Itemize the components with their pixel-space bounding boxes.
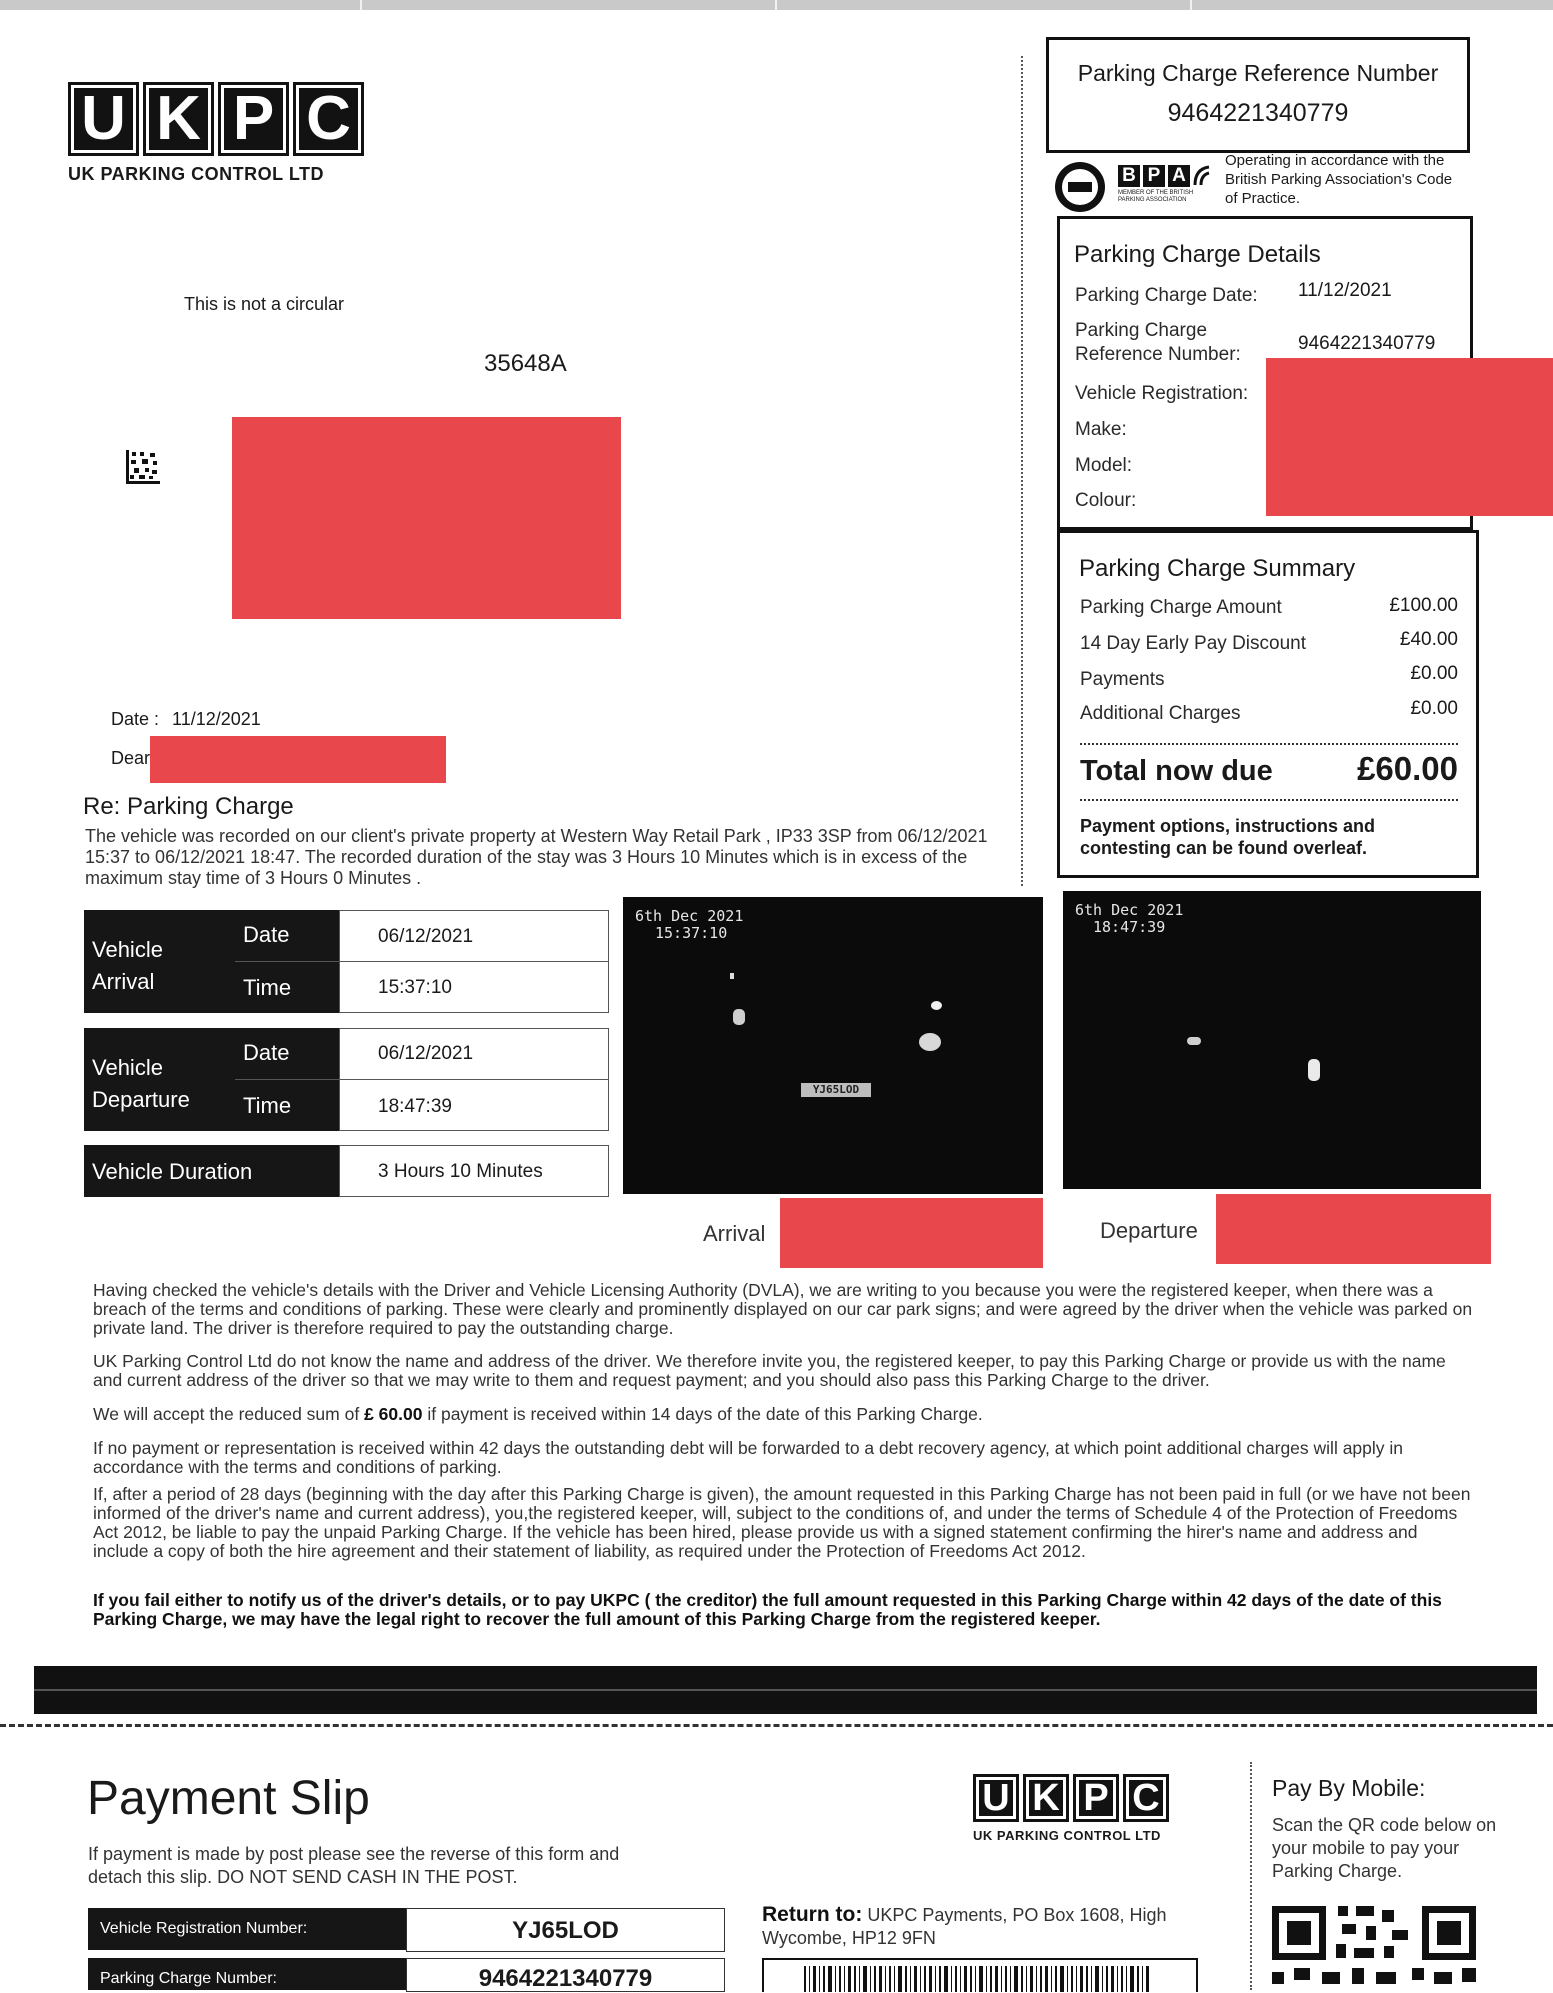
logo-letter: C — [1123, 1774, 1169, 1822]
time-label: Time — [243, 975, 292, 1000]
duration-value-cell — [339, 1145, 609, 1197]
column-divider — [1021, 56, 1023, 886]
summary-label: 14 Day Early Pay Discount — [1080, 633, 1306, 654]
bpa-member-note: MEMBER OF THE BRITISH PARKING ASSOCIATION — [1118, 190, 1194, 203]
summary-dotted-rule — [1080, 799, 1458, 801]
date-label: Date — [243, 1040, 290, 1065]
slip-reg-label: Vehicle Registration Number: — [100, 1920, 308, 1937]
total-due-label: Total now due — [1080, 755, 1273, 787]
letter-date-label: Date : — [111, 709, 160, 729]
postal-barcode-icon — [804, 1966, 1184, 1992]
logo-letter: P — [218, 82, 289, 156]
return-label: Return to: — [762, 1903, 863, 1926]
reduced-sum-text: We will accept the reduced sum of — [93, 1404, 360, 1424]
logo-letter: P — [1073, 1774, 1119, 1822]
charge-details-title: Parking Charge Details — [1074, 241, 1321, 268]
vehicle-duration-label: Vehicle Duration — [92, 1159, 253, 1184]
summary-label: Payments — [1080, 669, 1165, 690]
date-label: Date — [243, 922, 290, 947]
slip-reg-label-cell — [88, 1908, 406, 1950]
detail-label: Vehicle Registration: — [1075, 383, 1249, 404]
detail-value: 9464221340779 — [1298, 333, 1436, 354]
charge-summary-box — [1057, 530, 1479, 878]
letter-subject: Re: Parking Charge — [83, 793, 294, 820]
return-address-text: UKPC Payments, PO Box 1608, High Wycombe, HP12 9FN — [762, 1905, 1167, 1948]
slip-charge-label-cell — [88, 1958, 406, 1990]
total-due-value: £60.00 — [1357, 750, 1458, 787]
scan-top-edge — [0, 0, 1553, 10]
ukpc-logo-small — [973, 1774, 1169, 1843]
reduced-sum-text-end: if payment is received within 14 days of the date of this Parking Charge. — [427, 1404, 983, 1424]
logo-letter: U — [68, 82, 139, 156]
summary-value: £40.00 — [1399, 629, 1458, 650]
qr-code-icon[interactable] — [1272, 1906, 1484, 1990]
reduced-sum-paragraph — [93, 1405, 1473, 1424]
redacted-address — [232, 417, 621, 619]
arrival-plate: YJ65LOD — [801, 1083, 871, 1097]
letter-date-value: 11/12/2021 — [172, 709, 261, 729]
slip-divider — [1250, 1762, 1252, 1990]
bpa-letter: A — [1168, 165, 1190, 187]
summary-value: £100.00 — [1389, 595, 1458, 616]
departure-time-cell — [339, 1079, 609, 1131]
vehicle-arrival-cell — [84, 910, 235, 1013]
logo-letter: K — [1023, 1774, 1069, 1822]
arrival-camera-image — [623, 897, 1043, 1194]
departure-time-value: 18:47:39 — [378, 1096, 452, 1117]
arrival-date-value: 06/12/2021 — [378, 926, 474, 947]
departure-date-cell — [339, 1028, 609, 1080]
summary-dotted-rule — [1080, 743, 1458, 745]
ukpc-logo — [68, 82, 364, 185]
body-paragraph: If no payment or representation is received within 42 days the outstanding debt will be forwarded to a debt recovery agency, at which point additional charges will apply in accordance with the terms and conditions of parking. — [93, 1438, 1404, 1477]
body-paragraph: Having checked the vehicle's details with the Driver and Vehicle Licensing Authority (DVLA), we are writing to you because you were the registered keeper, when there was a breach of the terms and conditions of parking. These were clearly and prominently displayed on our car park signs; and were agreed by the driver when the vehicle was parked on private land. The driver is therefore required to pay the outstanding charge. — [93, 1280, 1473, 1338]
arrival-time-value: 15:37:10 — [378, 977, 452, 998]
reference-box-number: 9464221340779 — [1167, 99, 1349, 127]
slip-reg-value-cell — [406, 1908, 725, 1952]
slip-reg-value: YJ65LOD — [512, 1917, 619, 1944]
duration-value: 3 Hours 10 Minutes — [378, 1161, 543, 1182]
detail-label: Colour: — [1075, 490, 1137, 511]
bpa-letter: P — [1143, 165, 1165, 187]
cut-line — [0, 1724, 1553, 1727]
time-label: Time — [243, 1093, 292, 1118]
summary-value: £0.00 — [1410, 663, 1458, 684]
pay-by-mobile-title: Pay By Mobile: — [1272, 1775, 1426, 1801]
letter-reference-code: 35648A — [484, 350, 567, 377]
body-paragraph: UK Parking Control Ltd do not know the name and address of the driver. We therefore invite you, the registered keeper, to pay this Parking Charge or provide us with the name and current address of the driver so that we may write to them and request payment; and you should also pass this Parking Charge to the driver. — [93, 1351, 1446, 1390]
slip-charge-label: Parking Charge Number: — [100, 1970, 277, 1987]
departure-camera-date: 6th Dec 2021 — [1075, 901, 1184, 919]
letter-intro: The vehicle was recorded on our client's private property at Western Way Retail Park , IP33 3SP from 06/12/2021 15:37 to 06/12/2021 18:47. The recorded duration of the stay was 3 Hours 10 Minutes which is in excess of the maximum stay time of 3 Hours 0 Minutes . — [85, 826, 988, 888]
reference-box-title: Parking Charge Reference Number — [1077, 60, 1439, 86]
redacted-name — [150, 736, 446, 783]
summary-title: Parking Charge Summary — [1079, 555, 1356, 582]
detail-label: Parking Charge Reference Number: — [1075, 320, 1241, 365]
logo-letter: C — [293, 82, 364, 156]
logo-caption: UK PARKING CONTROL LTD — [973, 1828, 1161, 1843]
departure-date-value: 06/12/2021 — [378, 1043, 474, 1064]
payment-slip-title: Payment Slip — [87, 1772, 370, 1825]
letter-date — [111, 709, 261, 730]
not-circular-note: This is not a circular — [184, 294, 345, 314]
detail-label: Make: — [1075, 419, 1127, 440]
datamatrix-barcode-icon — [126, 450, 160, 484]
bpa-arc-icon — [1193, 165, 1211, 187]
return-address — [762, 1903, 1182, 1950]
pay-by-mobile-text: Scan the QR code below on your mobile to pay your Parking Charge. — [1272, 1815, 1497, 1881]
warning-paragraph: If you fail either to notify us of the driver's details, or to pay UKPC ( the creditor) the full amount requested in this Parking Charge within 42 days of the date of this Parking Charge, we may have the legal right to recover the full amount of this Parking Charge from the registered keeper. — [93, 1590, 1442, 1629]
summary-value: £0.00 — [1410, 698, 1458, 719]
slip-charge-value-cell — [406, 1958, 725, 1992]
greeting: Dear — [111, 748, 151, 768]
departure-camera-image — [1063, 891, 1481, 1189]
vehicle-departure-cell — [84, 1028, 235, 1131]
body-paragraph: If, after a period of 28 days (beginning with the day after this Parking Charge is given), the amount requested in this Parking Charge has not been paid in full (or we have not been informed of the driver's name and current address), you,the registered keeper, will, subject to the conditions of, and under the terms of Schedule 4 of the Protection of Freedoms Act 2012, be liable to pay the unpaid Parking Charge. If the vehicle has been hired, please provide us with a signed statement confirming the hirer's name and address and include a copy of both the hire agreement and their statement of liability, as required under the Protection of Freedoms Act 2012. — [93, 1484, 1471, 1561]
departure-camera-time: 18:47:39 — [1093, 918, 1166, 936]
departure-time-label-cell — [235, 1080, 339, 1131]
vehicle-arrival-label: Vehicle Arrival — [92, 937, 163, 994]
detail-label: Parking Charge Date: — [1075, 285, 1258, 306]
vehicle-duration-cell — [84, 1145, 339, 1197]
departure-date-label-cell — [235, 1028, 339, 1080]
arrival-time-cell — [339, 961, 609, 1013]
arrival-date-label-cell — [235, 910, 339, 962]
reduced-sum-amount: £ 60.00 — [364, 1404, 423, 1424]
redacted-departure-info — [1216, 1194, 1491, 1264]
arrival-date-cell — [339, 910, 609, 962]
vehicle-departure-label: Vehicle Departure — [92, 1055, 190, 1112]
postal-barcode-box — [762, 1958, 1198, 1992]
logo-letter: K — [143, 82, 214, 156]
arrival-camera-date: 6th Dec 2021 — [635, 907, 744, 925]
approved-operator-seal-icon — [1053, 160, 1107, 214]
redacted-vehicle-details — [1266, 358, 1553, 516]
overleaf-note: Payment options, instructions and contesting can be found overleaf. — [1080, 816, 1376, 858]
arrival-camera-time: 15:37:10 — [655, 924, 728, 942]
arrival-time-label-cell — [235, 962, 339, 1013]
tear-strip-bar — [34, 1666, 1537, 1714]
departure-caption: Departure — [1100, 1218, 1198, 1243]
arrival-caption: Arrival — [703, 1221, 766, 1246]
reference-number-box — [1046, 37, 1470, 153]
bpa-letter: B — [1118, 165, 1140, 187]
bpa-statement: Operating in accordance with the British Parking Association's Code of Practice. — [1225, 152, 1453, 207]
detail-value: 11/12/2021 — [1298, 280, 1392, 301]
slip-charge-value: 9464221340779 — [478, 1965, 653, 1992]
redacted-arrival-info — [780, 1198, 1043, 1268]
summary-label: Additional Charges — [1080, 703, 1241, 724]
payment-slip-instruction: If payment is made by post please see the reverse of this form and detach this slip. DO NOT SEND CASH IN THE POST. — [88, 1844, 620, 1887]
logo-caption: UK PARKING CONTROL LTD — [68, 164, 324, 184]
detail-label: Model: — [1075, 455, 1133, 476]
bpa-logo — [1118, 165, 1213, 204]
logo-letter: U — [973, 1774, 1019, 1822]
summary-label: Parking Charge Amount — [1080, 597, 1282, 618]
